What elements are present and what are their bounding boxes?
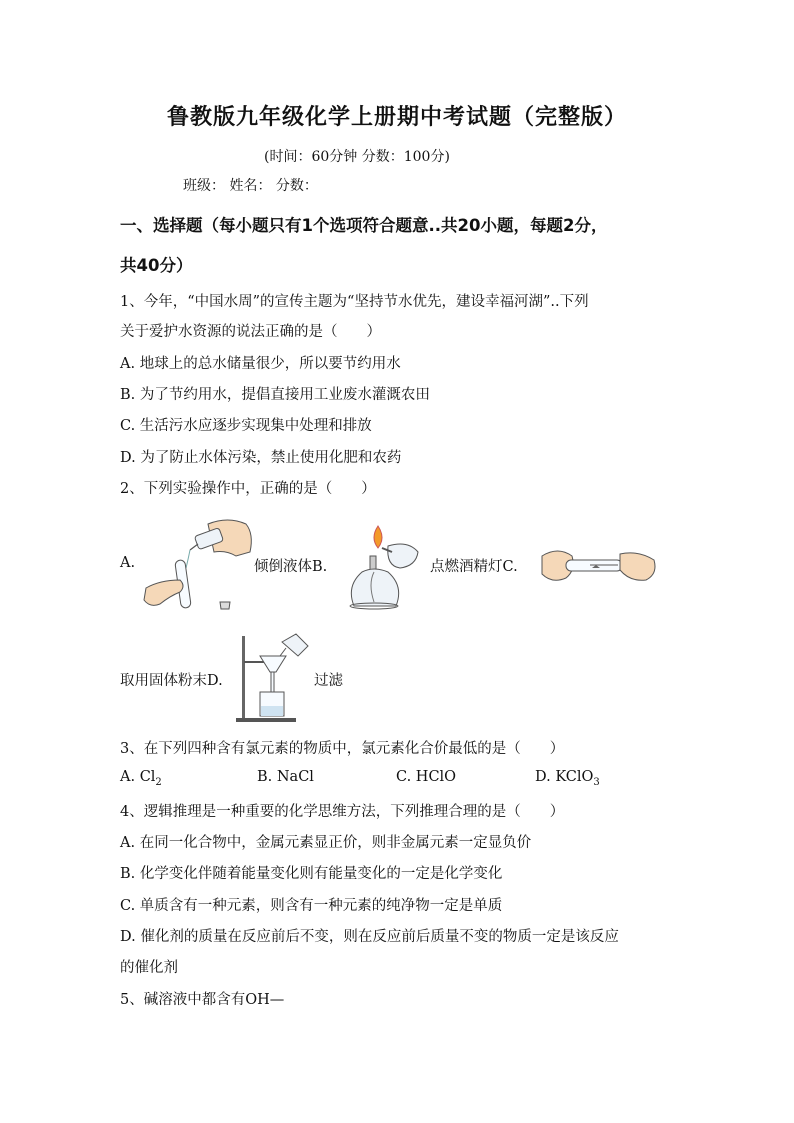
exam-info: (时间：60分钟 分数：100分) [264, 149, 450, 165]
q1-option-a: A. 地球上的总水储量很少，所以要节约用水 [120, 356, 401, 372]
q3-option-b: B. NaCl [257, 769, 314, 785]
q4-option-d: D. 催化剂的质量在反应前后不变，则在反应前后质量不变的物质一定是该反应 [120, 929, 619, 945]
q1-stem-line1: 1、今年，“中国水周”的宣传主题为“坚持节水优先，建设幸福河湖”..下列 [120, 294, 589, 310]
q2-option-a-prefix: A. [120, 555, 136, 571]
q3-option-a: A. $Cl_2$ [120, 769, 162, 788]
q5-stem: 5、碱溶液中都含有OH— [120, 992, 285, 1008]
filtration-illustration [236, 632, 312, 726]
q3-option-c: C. HClO [396, 769, 457, 785]
alcohol-lamp-illustration [344, 518, 430, 610]
q1-option-b: B. 为了节约用水，提倡直接用工业废水灌溉农田 [120, 387, 430, 403]
q4-stem: 4、逻辑推理是一种重要的化学思维方法，下列推理合理的是（ ） [120, 804, 565, 820]
student-info-line: 班级： 姓名： 分数： [183, 178, 318, 194]
q4-option-d-cont: 的催化剂 [120, 960, 178, 976]
page-title: 鲁教版九年级化学上册期中考试题（完整版） [166, 105, 627, 130]
q2-option-a-label: 倾倒液体B. [254, 559, 328, 575]
q4-option-a: A. 在同一化合物中，金属元素显正价，则非金属元素一定显负价 [120, 835, 532, 851]
solid-powder-illustration [540, 544, 660, 588]
q1-option-d: D. 为了防止水体污染，禁止使用化肥和农药 [120, 450, 402, 466]
q2-option-c-label: 取用固体粉末D. [120, 673, 223, 689]
q2-option-b-label: 点燃酒精灯C. [430, 559, 518, 575]
q2-stem: 2、下列实验操作中，正确的是（ ） [120, 481, 376, 497]
q1-stem-line2: 关于爱护水资源的说法正确的是（ ） [120, 324, 381, 340]
q3-stem: 3、在下列四种含有氯元素的物质中，氯元素化合价最低的是（ ） [120, 741, 565, 757]
section-heading-line2: 共40分） [120, 256, 193, 275]
q2-option-d-label: 过滤 [314, 673, 343, 689]
q4-option-b: B. 化学变化伴随着能量变化则有能量变化的一定是化学变化 [120, 866, 503, 882]
q3-option-d: D. KClO$_3$ [535, 769, 600, 788]
q1-option-c: C. 生活污水应逐步实现集中处理和排放 [120, 418, 372, 434]
section-heading-line1: 一、选择题（每小题只有1个选项符合题意..共20小题，每题2分， [120, 216, 608, 235]
pouring-liquid-illustration [138, 514, 256, 614]
q4-option-c: C. 单质含有一种元素，则含有一种元素的纯净物一定是单质 [120, 898, 503, 914]
